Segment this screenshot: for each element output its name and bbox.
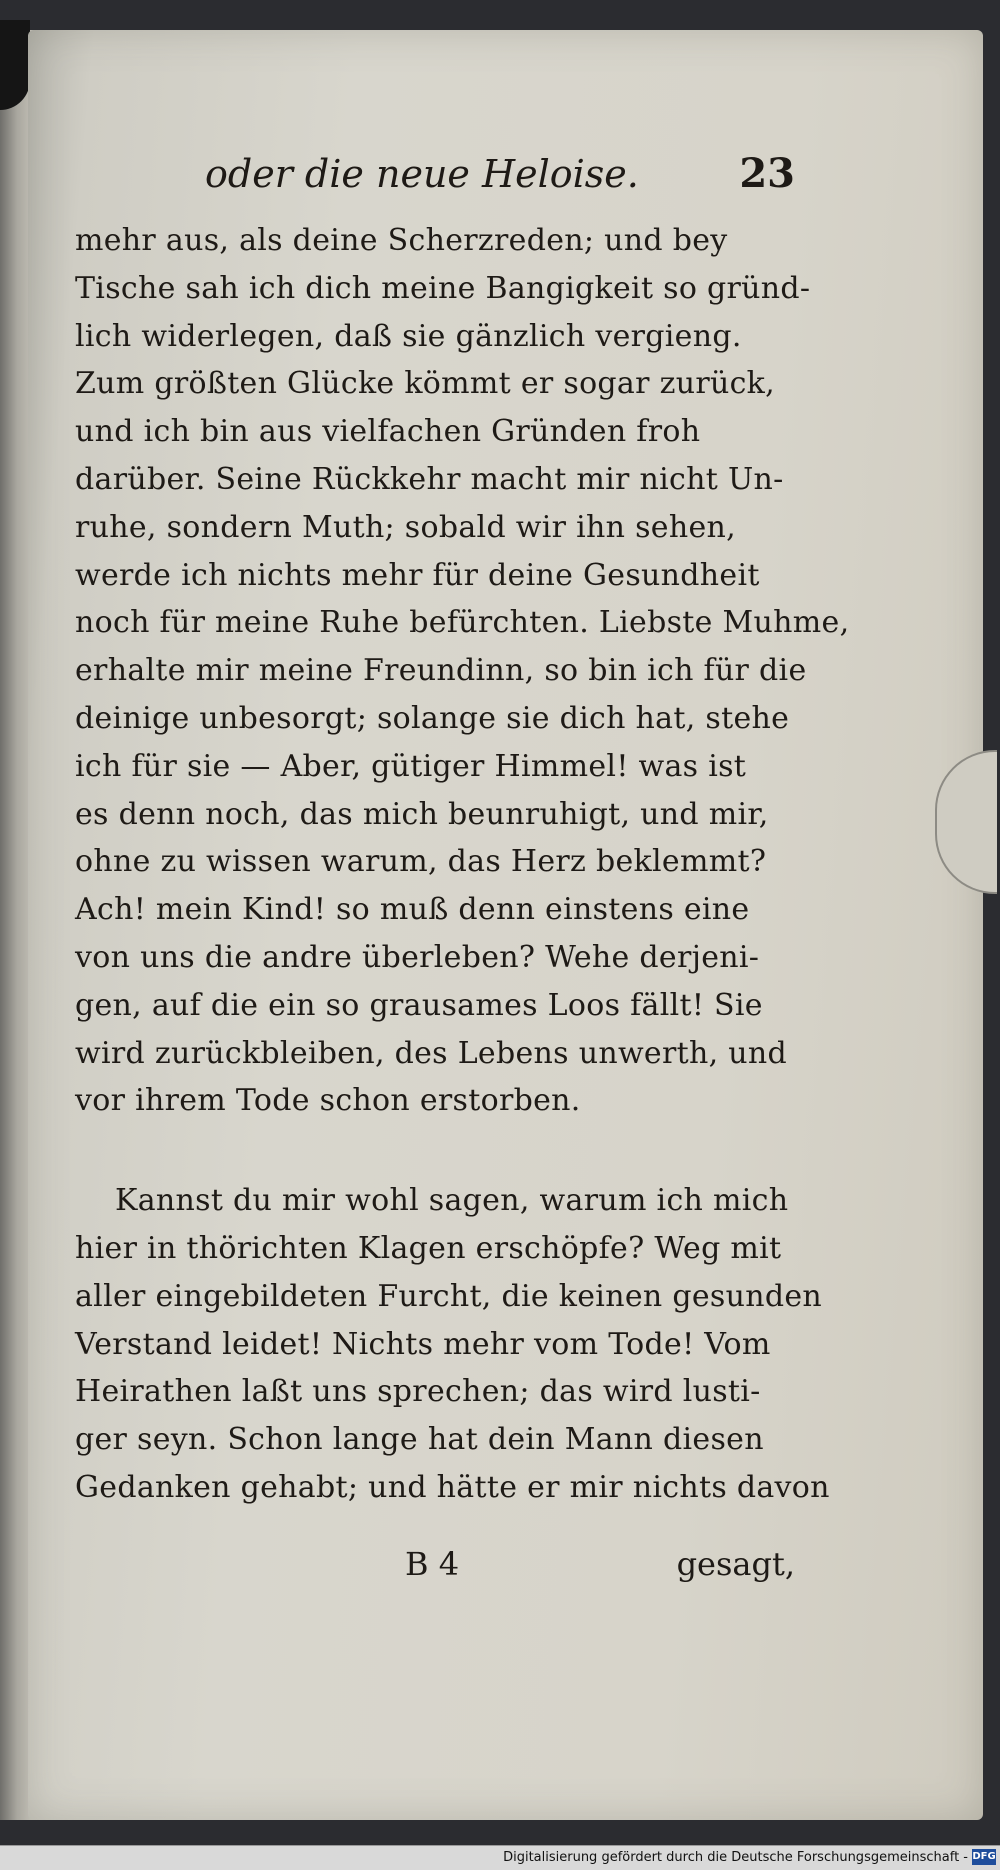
dfg-logo: DFG bbox=[972, 1849, 996, 1865]
text-line: ger seyn. Schon lange hat dein Mann diesen bbox=[75, 1422, 764, 1458]
text-line: vor ihrem Tode schon erstorben. bbox=[75, 1083, 581, 1119]
text-line: Heirathen laßt uns sprechen; das wird lusti- bbox=[75, 1374, 761, 1410]
text-line: wird zurückbleiben, des Lebens unwerth, und bbox=[75, 1035, 788, 1071]
text-line: ruhe, sondern Muth; sobald wir ihn sehen, bbox=[75, 509, 736, 545]
paragraph-spacer bbox=[75, 1125, 795, 1177]
text-line: deinige unbesorgt; solange sie dich hat, stehe bbox=[75, 700, 790, 736]
text-line: mehr aus, als deine Scherzreden; und bey bbox=[75, 223, 728, 258]
text-line: Kannst du mir wohl sagen, warum ich mich bbox=[115, 1183, 789, 1219]
text-line: aller eingebildeten Furcht, die keinen gesunden bbox=[75, 1278, 823, 1314]
page-footer bbox=[75, 1545, 795, 1595]
paragraph-2 bbox=[75, 1177, 830, 1512]
text-line: gen, auf die ein so grausames Loos fällt! Sie bbox=[75, 987, 763, 1023]
text-line: erhalte mir meine Freundinn, so bin ich für die bbox=[75, 653, 807, 689]
text-line: lich widerlegen, daß sie gänzlich vergieng. bbox=[75, 318, 742, 354]
text-line: hier in thörichten Klagen erschöpfe? Weg mit bbox=[75, 1230, 782, 1266]
text-line: Gedanken gehabt; und hätte er mir nichts davon bbox=[75, 1469, 830, 1505]
text-line: Zum größten Glücke kömmt er sogar zurück, bbox=[75, 366, 775, 402]
text-line: werde ich nichts mehr für deine Gesundheit bbox=[75, 557, 760, 593]
page-number: 23 bbox=[739, 150, 795, 197]
text-line: ich für sie — Aber, gütiger Himmel! was ist bbox=[75, 748, 747, 784]
text-line: darüber. Seine Rückkehr macht mir nicht Un- bbox=[75, 461, 784, 497]
text-line: ohne zu wissen warum, das Herz beklemmt? bbox=[75, 844, 767, 880]
running-title: oder die neue Heloise. bbox=[205, 152, 639, 196]
text-line: Tische sah ich dich meine Bangigkeit so gründ- bbox=[75, 270, 811, 306]
digitization-credit: Digitalisierung gefördert durch die Deutsche Forschungsgemeinschaft - bbox=[503, 1850, 968, 1865]
text-line: es denn noch, das mich beunruhigt, und mir, bbox=[75, 796, 769, 832]
paragraph-1 bbox=[75, 217, 850, 1125]
text-line: von uns die andre überleben? Wehe derjeni- bbox=[75, 939, 760, 975]
text-line: noch für meine Ruhe befürchten. Liebste Muhme, bbox=[75, 605, 850, 641]
text-line: und ich bin aus vielfachen Gründen froh bbox=[75, 414, 701, 450]
page-content bbox=[75, 150, 850, 1512]
catchword: gesagt, bbox=[676, 1545, 795, 1583]
page-header bbox=[205, 150, 795, 197]
credit-bar bbox=[0, 1845, 1000, 1870]
signature-mark: B 4 bbox=[405, 1545, 460, 1583]
text-line: Verstand leidet! Nichts mehr vom Tode! Vom bbox=[75, 1326, 771, 1362]
text-line: Ach! mein Kind! so muß denn einstens eine bbox=[75, 892, 750, 928]
